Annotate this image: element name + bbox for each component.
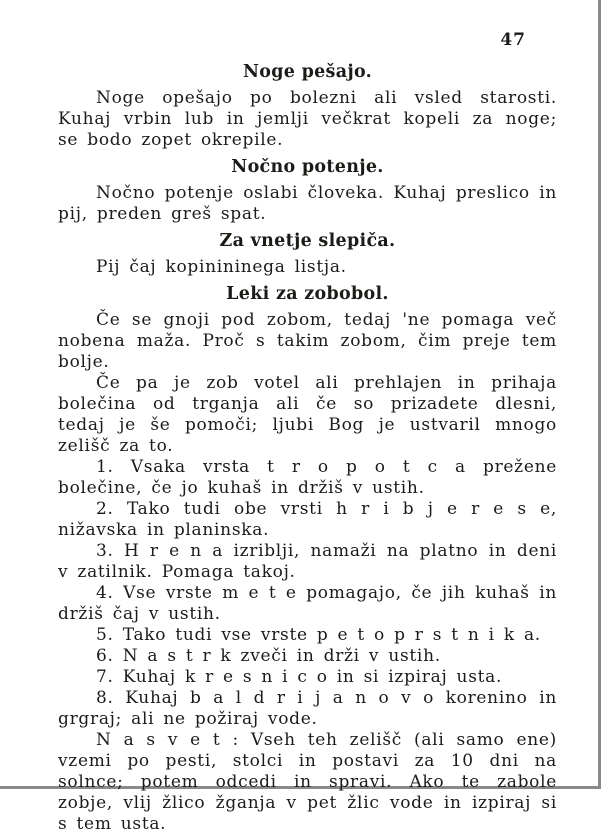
section-heading: Nočno potenje. (231, 157, 384, 177)
paragraph: 4. Vse vrste m e t e pomagajo, če jih kuhaš in držiš čaj v ustih. (58, 583, 557, 624)
section (58, 62, 557, 151)
section (58, 157, 557, 225)
paragraph: 8. Kuhaj b a l d r i j a n o v o korenino in grgraj; ali ne požiraj vode. (58, 688, 557, 729)
paragraph: 3. H r e n a izriblji, namaži na platno in deni v zatilnik. Pomaga takoj. (58, 541, 557, 582)
paragraph: Nočno potenje oslabi človeka. Kuhaj preslico in pij, preden greš spat. (58, 183, 557, 224)
paragraph: N a s v e t : Vseh teh zelišč (ali samo ene) vzemi po pesti, stolci in postavi za 10 dni na solnce; potem odcedi in spravi. Ako te zabole zobje, vlij žlico žganja v pet žlic vode in izpiraj si s tem usta. (58, 730, 557, 834)
section (58, 231, 557, 278)
page-number: 47 (500, 30, 526, 50)
paragraph: Če pa je zob votel ali prehlajen in prihaja bolečina od trganja ali če so prizadete dlesni, tedaj je še pomoči; ljubi Bog je ustvaril mnogo zelišč za to. (58, 373, 557, 456)
paragraph: Pij čaj kopinininega listja. (96, 257, 347, 277)
paragraph: 7. Kuhaj k r e s n i c o in si izpiraj usta. (96, 667, 503, 687)
paragraph: 2. Tako tudi obe vrsti h r i b j e r e s e, nižavska in planinska. (58, 499, 557, 540)
section-heading: Za vnetje slepiča. (219, 231, 396, 251)
paragraph: 5. Tako tudi vse vrste p e t o p r s t n i k a. (96, 625, 541, 645)
section-heading: Leki za zobobol. (226, 284, 389, 304)
paragraph: Če se gnoji pod zobom, tedaj 'ne pomaga več nobena maža. Proč s takim zobom, čim preje tem bolje. (58, 310, 557, 372)
page-content (58, 62, 557, 835)
paragraph: 6. N a s t r k zveči in drži v ustih. (96, 646, 441, 666)
paragraph: Noge opešajo po bolezni ali vsled starosti. Kuhaj vrbin lub in jemlji večkrat kopeli za noge; se bodo zopet okrepile. (58, 88, 557, 150)
section (58, 284, 557, 835)
paragraph: 1. Vsaka vrsta t r o p o t c a prežene bolečine, če jo kuhaš in držiš v ustih. (58, 457, 557, 498)
section-heading: Noge pešajo. (242, 62, 373, 82)
